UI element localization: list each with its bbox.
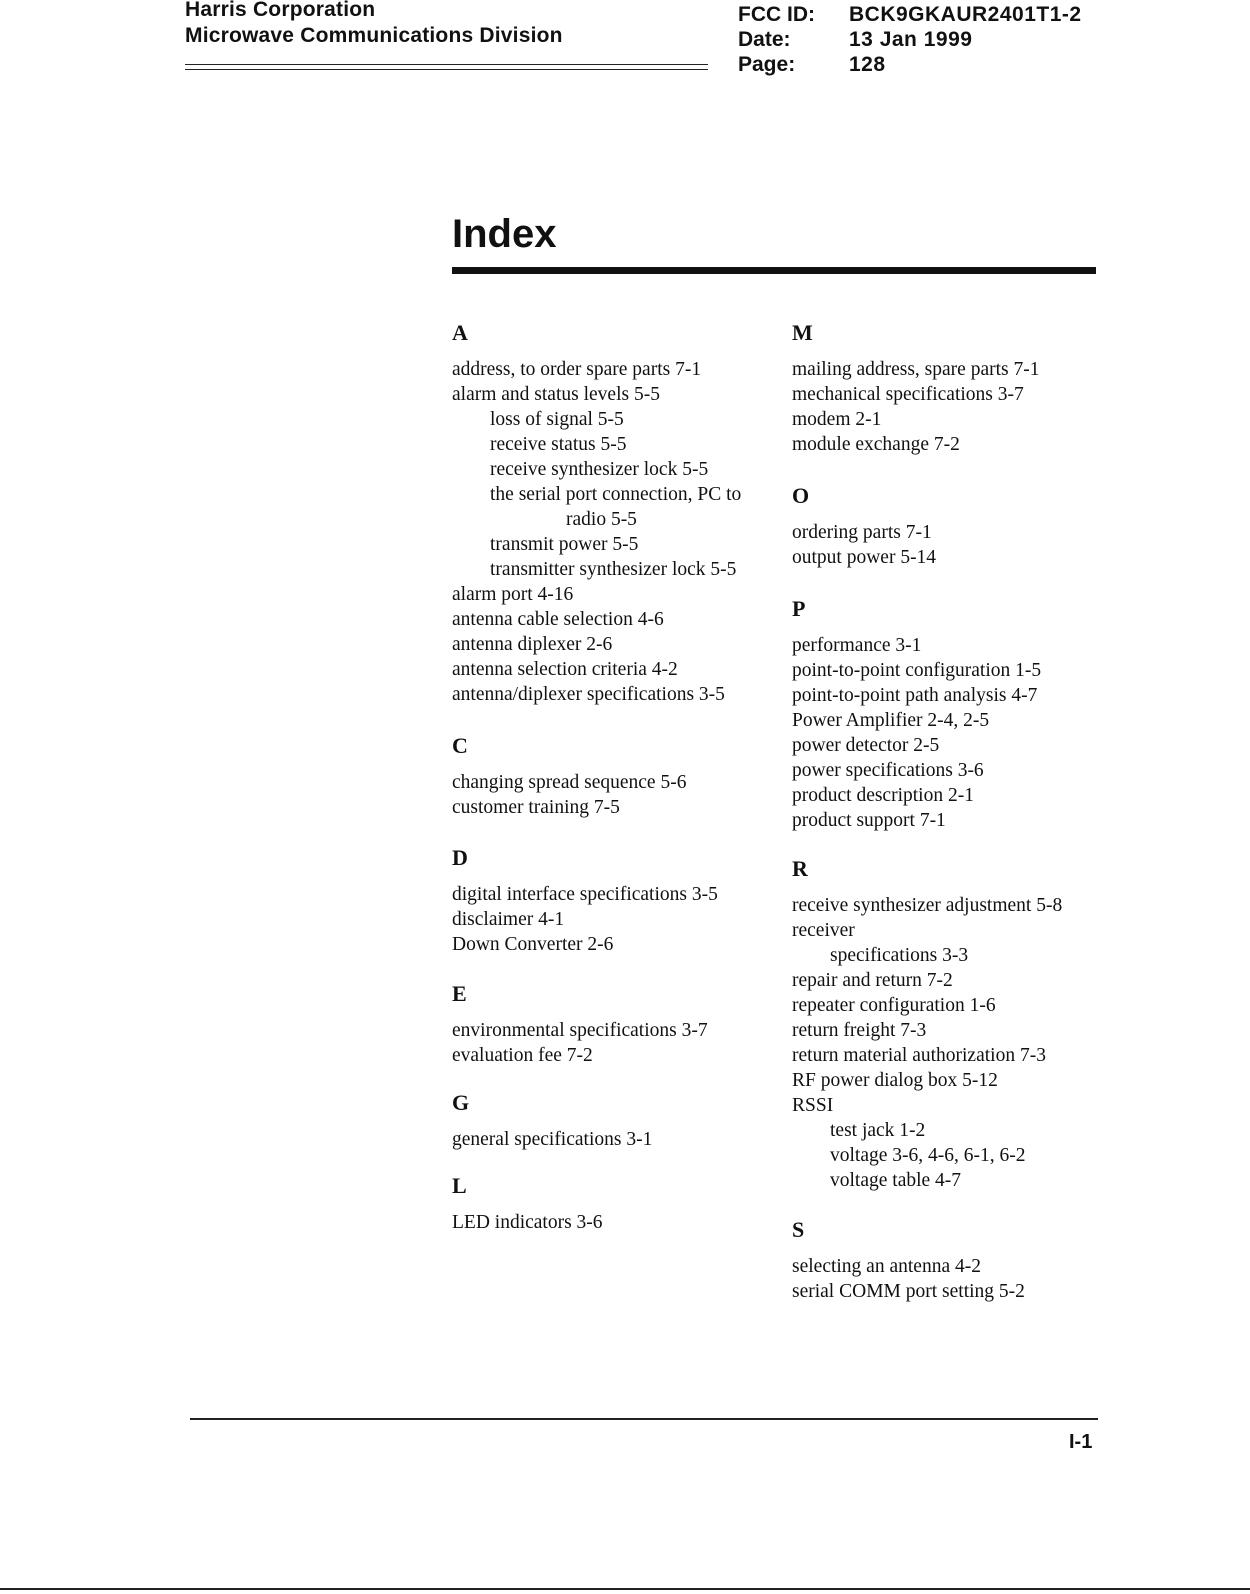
index-letter-m: M: [792, 320, 813, 345]
page-row: [738, 52, 1082, 77]
index-entry: general specifications 3-1: [452, 1129, 653, 1150]
index-entry: digital interface specifications 3-5: [452, 884, 718, 905]
page-number: I-1: [1069, 1431, 1093, 1453]
index-subentry: loss of signal 5-5: [490, 409, 624, 430]
index-subentry: transmit power 5-5: [490, 534, 639, 555]
index-subentry: voltage 3-6, 4-6, 6-1, 6-2: [830, 1145, 1026, 1166]
index-entry: selecting an antenna 4-2: [792, 1256, 981, 1277]
footer-rule: [190, 1418, 1098, 1420]
index-entry: antenna/diplexer specifications 3-5: [452, 684, 725, 705]
index-entry: antenna selection criteria 4-2: [452, 659, 678, 680]
index-entry: performance 3-1: [792, 635, 922, 656]
index-entry: output power 5-14: [792, 547, 937, 568]
index-entry: power detector 2-5: [792, 735, 940, 756]
index-subentry: voltage table 4-7: [830, 1170, 962, 1191]
index-subentry: radio 5-5: [566, 509, 637, 530]
title-rule: [452, 267, 1096, 274]
fcc-header-block: [738, 2, 1082, 77]
page-title: Index: [452, 212, 557, 256]
index-entry: receive synthesizer adjustment 5-8: [792, 895, 1063, 916]
index-entry: alarm and status levels 5-5: [452, 384, 660, 405]
index-entry: return freight 7-3: [792, 1020, 927, 1041]
index-entry: repair and return 7-2: [792, 970, 953, 991]
index-entry: RF power dialog box 5-12: [792, 1070, 998, 1091]
index-entry: customer training 7-5: [452, 797, 620, 818]
header-rule: [185, 69, 708, 70]
index-subentry: the serial port connection, PC to: [490, 484, 742, 505]
page-value: 128: [849, 53, 886, 76]
index-entry: modem 2-1: [792, 409, 882, 430]
index-entry: module exchange 7-2: [792, 434, 960, 455]
index-letter-d: D: [452, 845, 468, 870]
index-letter-s: S: [792, 1217, 805, 1242]
fcc-id-row: [738, 2, 1082, 27]
index-entry: point-to-point path analysis 4-7: [792, 685, 1038, 706]
index-letter-o: O: [792, 483, 810, 508]
index-column-right: [792, 320, 1122, 1304]
index-letter-r: R: [792, 856, 808, 881]
index-entry: return material authorization 7-3: [792, 1045, 1046, 1066]
date-label: Date:: [738, 28, 791, 51]
index-entry: antenna cable selection 4-6: [452, 609, 664, 630]
index-entry: disclaimer 4-1: [452, 909, 565, 930]
index-entry: evaluation fee 7-2: [452, 1045, 593, 1066]
index-letter-e: E: [452, 981, 467, 1006]
index-entry: product description 2-1: [792, 785, 974, 806]
index-entry: changing spread sequence 5-6: [452, 772, 687, 793]
company-name: Harris Corporation: [185, 0, 376, 21]
index-entry: LED indicators 3-6: [452, 1212, 603, 1233]
page-label: Page:: [738, 53, 796, 76]
date-value: 13 Jan 1999: [849, 28, 973, 51]
index-entry: Power Amplifier 2-4, 2-5: [792, 710, 990, 731]
date-row: [738, 27, 1082, 52]
header-left: [185, 0, 563, 49]
index-entry: mailing address, spare parts 7-1: [792, 359, 1040, 380]
index-entry: address, to order spare parts 7-1: [452, 359, 702, 380]
index-subentry: receive synthesizer lock 5-5: [490, 459, 709, 480]
index-entry: RSSI: [792, 1095, 834, 1116]
fcc-id-value: BCK9GKAUR2401T1-2: [849, 3, 1082, 26]
header-rule: [185, 64, 708, 65]
index-letter-c: C: [452, 733, 468, 758]
index-column-left: [452, 320, 782, 1235]
index-letter-g: G: [452, 1090, 470, 1115]
scan-edge-rule: [0, 1588, 1250, 1590]
index-subentry: receive status 5-5: [490, 434, 627, 455]
index-entry: environmental specifications 3-7: [452, 1020, 708, 1041]
index-letter-l: L: [452, 1173, 467, 1198]
index-subentry: specifications 3-3: [830, 945, 969, 966]
index-entry: power specifications 3-6: [792, 760, 984, 781]
index-letter-p: P: [792, 596, 806, 621]
index-entry: point-to-point configuration 1-5: [792, 660, 1042, 681]
index-entry: repeater configuration 1-6: [792, 995, 996, 1016]
index-letter-a: A: [452, 320, 468, 345]
index-entry: ordering parts 7-1: [792, 522, 932, 543]
index-entry: product support 7-1: [792, 810, 946, 831]
index-entry: Down Converter 2-6: [452, 934, 614, 955]
index-entry: antenna diplexer 2-6: [452, 634, 613, 655]
index-entry: serial COMM port setting 5-2: [792, 1281, 1025, 1302]
index-subentry: test jack 1-2: [830, 1120, 926, 1141]
index-subentry: transmitter synthesizer lock 5-5: [490, 559, 737, 580]
division-name: Microwave Communications Division: [185, 24, 563, 47]
index-entry: alarm port 4-16: [452, 584, 574, 605]
index-entry: receiver: [792, 920, 855, 941]
index-entry: mechanical specifications 3-7: [792, 384, 1024, 405]
fcc-id-label: FCC ID:: [738, 3, 815, 26]
